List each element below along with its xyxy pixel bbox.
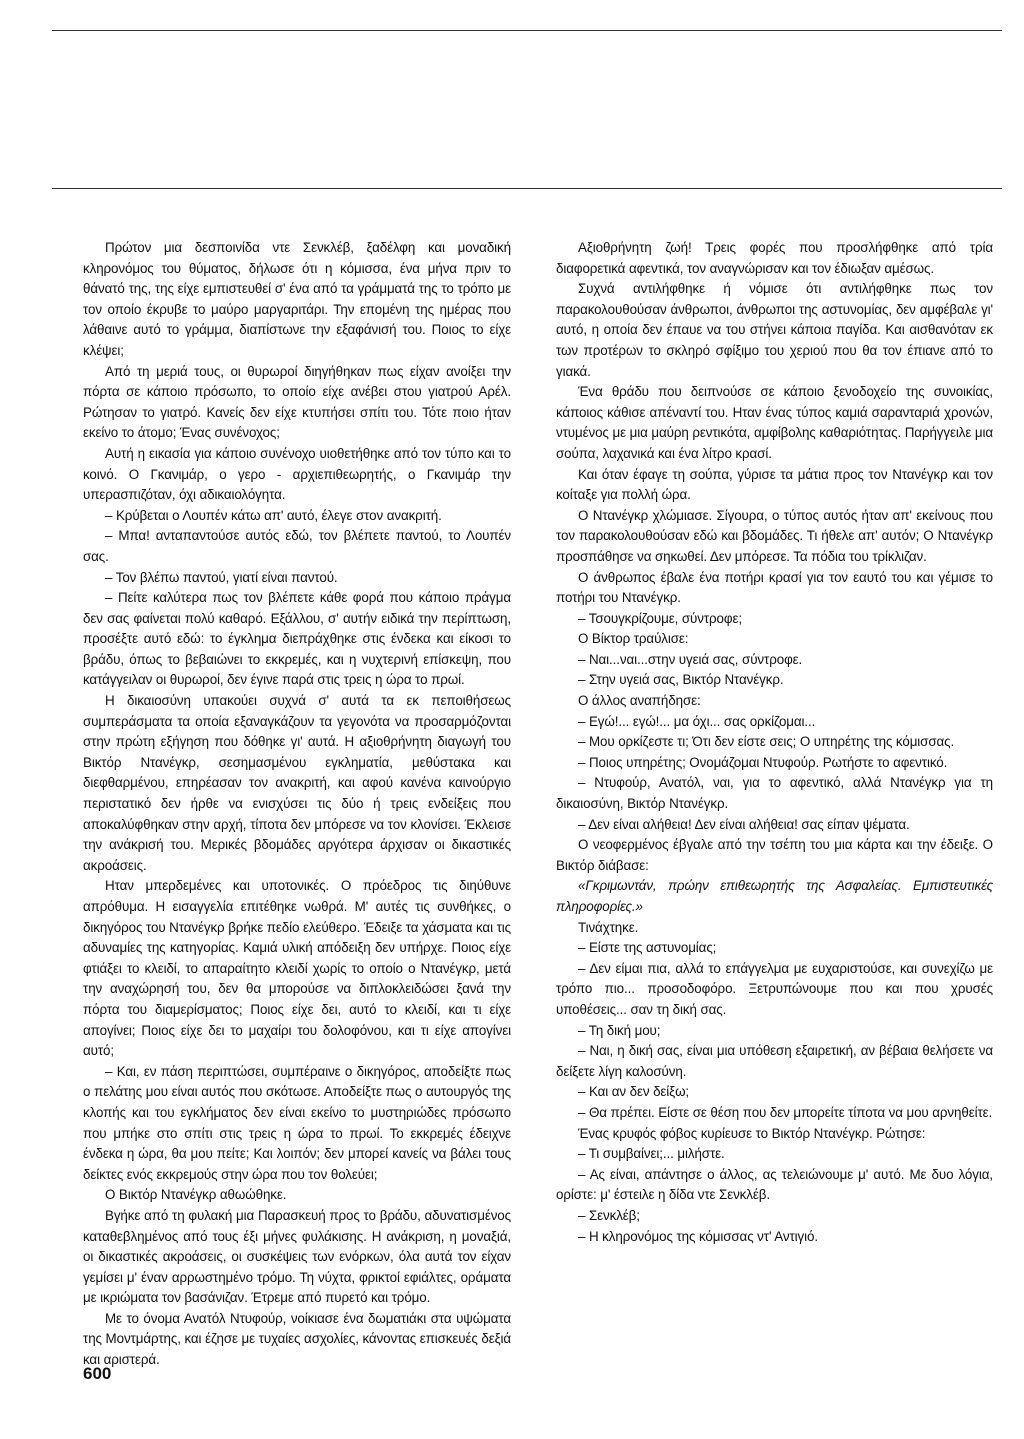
right-column — [556, 238, 993, 1247]
paragraph: Πρώτον μια δεσποινίδα ντε Σενκλέβ, ξαδέλφη και μοναδική κληρονόμος του θύματος, δήλωσε ότι η κόμισσα, ένα μήνα πριν το θάνατό της, της είχε εμπιστευθεί σ' ένα από τα γράμματά της το τρόπο με τον οποίο έκρυβε το μαύρο μαργαριτάρι. Την επομένη της ημέρας που λάθαινε αυτό το γράμμα, διαπίστωνε την εξαφάνισή του. Ποιος το είχε κλέψει; — [83, 240, 511, 358]
paragraph: – Σενκλέβ; — [578, 1207, 640, 1223]
paragraph: – Ντυφούρ, Ανατόλ, ναι, για το αφεντικό, αλλά Ντανέγκρ για τη δικαιοσύνη, Βικτόρ Ντανέγκρ. — [556, 775, 993, 812]
paragraph: – Τη δική μου; — [578, 1022, 661, 1038]
paragraph: Ένας κρυφός φόβος κυρίευσε το Βικτόρ Ντανέγκρ. Ρώτησε: — [578, 1125, 926, 1141]
paragraph: Συχνά αντιλήφθηκε ή νόμισε ότι αντιλήφθηκε πως τον παρακολουθούσαν άνθρωποι, άνθρωποι της αστυνομίας, δεν αμφέβαλε γι' αυτό, η οποία δεν έπαυε να του στήνει κάποια παγίδα. Και αισθανόταν εκ των προτέρων το σκληρό σφίξιμο του χεριού που θα τον έπιανε από το γιακά. — [556, 281, 993, 379]
paragraph: – Κρύβεται ο Λουπέν κάτω απ' αυτό, έλεγε στον ανακριτή. — [105, 507, 442, 523]
paragraph: Ο Βικτόρ Ντανέγκρ αθωώθηκε. — [105, 1187, 287, 1203]
paragraph: – Τον βλέπω παντού, γιατί είναι παντού. — [105, 569, 338, 585]
paragraph: – Και αν δεν δείξω; — [578, 1084, 690, 1100]
paragraph: Με το όνομα Ανατόλ Ντυφούρ, νοίκιασε ένα δωματιάκι στα υψώματα της Μοντμάρτης, και έζησε με τυχαίες ασχολίες, κάνοντας επισκευές δεξιά και αριστερά. — [83, 1310, 511, 1368]
paragraph: Αυτή η εικασία για κάποιο συνένοχο υιοθετήθηκε από τον τύπο και το κοινό. Ο Γκανιμάρ, ο γερο - αρχιεπιθεωρητής, ο Γκανιμάρ την υπερασπιζόταν, όχι αδικαιολόγητα. — [83, 445, 511, 503]
paragraph: – Και, εν πάση περιπτώσει, συμπέραινε ο δικηγόρος, αποδείξτε πως ο πελάτης μου είναι αυτός που σκότωσε. Αποδείξτε πως ο αυτουργός της κλοπής και του εγκλήματος δεν είναι εκείνο το μυστηριώδες πρόσωπο που μπήκε στο σπίτι στις τρεις η ώρα το πρωί. Το εκκρεμές έδειχνε ένδεκα η ώρα, θα μου πείτε; Και λοιπόν; δεν μπορεί κανείς να βάλει τους δείκτες ενός εκκρεμούς στην ώρα που τον θολεύει; — [83, 1063, 511, 1182]
business-card-text — [556, 876, 993, 917]
paragraph: Ο νεοφερμένος έβγαλε από την τσέπη του μια κάρτα και την έδειξε. Ο Βικτόρ διάβασε: — [556, 837, 993, 873]
paragraph: Τινάχτηκε. — [578, 919, 639, 935]
paragraph: – Δεν είναι αλήθεια! Δεν είναι αλήθεια! σας είπαν ψέματα. — [578, 816, 910, 832]
paragraph: – Μπα! ανταπαντούσε αυτός εδώ, τον βλέπετε παντού, το Λουπέν σας. — [83, 528, 511, 564]
paragraph: Η δικαιοσύνη υπακούει συχνά σ' αυτά τα εκ πεποιθήσεως συμπεράσματα τα οποία εξαναγκάζουν τα γεγονότα να προσαρμόζονται στην πρώτη εξήγηση που δόθηκε γι' αυτά. Η αξιοθρήνητη διαγωγή του Βικτόρ Ντανέγκρ, σεσημασμένου εγκληματία, μεθύστακα και διεφθαρμένου, επηρέασαν τον ανακριτή, και αφού κανένα καινούργιο περιστατικό δεν ήρθε να ενισχύσει τις δύο ή τρεις ενδείξεις που αποκαλύφθηκαν στην αρχή, τίποτα δεν μπόρεσε να τον κλονίσει. Έκλεισε την ανάκρισή του. Μερικές βδομάδες αργότερα άρχισαν οι δικαστικές ακροάσεις. — [83, 693, 511, 873]
paragraph: – Ας είναι, απάντησε ο άλλος, ας τελειώνουμε μ' αυτό. Με δυο λόγια, ορίστε: μ' έστειλε η δίδα ντε Σενκλέβ. — [556, 1166, 993, 1203]
paragraph: – Μου ορκίζεστε τι; Ότι δεν είστε σεις; Ο υπηρέτης της κόμισσας. — [578, 734, 955, 750]
header-rule — [52, 188, 1002, 189]
paragraph: Και όταν έφαγε τη σούπα, γύρισε τα μάτια προς τον Ντανέγκρ και τον κοίταξε για πολλή ώρα. — [556, 466, 993, 503]
paragraph: – Τι συμβαίνει;... μιλήστε. — [578, 1146, 725, 1162]
paragraph: Ένα θράδυ που δειπνούσε σε κάποιο ξενοδοχείο της συνοικίας, κάποιος κάθισε απέναντί του. Ηταν ένας τύπος καμιά σαρανταριά χρονών, ντυμένος με μια μαύρη ρεντικότα, αμφίβολης καθαριότητας. Παρήγγειλε μια σούπα, λαχανικά και ένα λίτρο κρασί. — [556, 384, 993, 461]
paragraph: Βγήκε από τη φυλακή μια Παρασκευή προς το βράδυ, αδυνατισμένος καταθεβλημένος από τους έξι μήνες φυλάκισης. Η ανάκριση, η μοναξιά, οι δικαστικές ακροάσεις, οι συσκέψεις των ενόρκων, όλα αυτά τον είχαν γεμίσει μ' έναν αρρωστημένο τρόμο. Τη νύχτα, φρικτοί εφιάλτες, οράματα με ικριώματα τον βασάνιζαν. Έτρεμε από πυρετό και τρόμο. — [83, 1207, 511, 1306]
top-rule — [52, 30, 1002, 31]
paragraph: – Στην υγειά σας, Βικτόρ Ντανέγκρ. — [578, 672, 784, 688]
paragraph: – Είστε της αστυνομίας; — [578, 940, 717, 956]
paragraph: Ο Ντανέγκρ χλώμιασε. Σίγουρα, ο τύπος αυτός ήταν απ' εκείνους που τον παρακολουθούσαν εδώ και βδομάδες. Τι ήθελε απ' αυτόν; Ο Ντανέγκρ προσπάθησε να σηκωθεί. Δεν μπόρεσε. Τα πόδια του τρίκλιζαν. — [556, 507, 993, 564]
paragraph: – Ποιος υπηρέτης; Ονομάζομαι Ντυφούρ. Ρωτήστε το αφεντικό. — [578, 754, 948, 770]
paragraph: Αξιοθρήνητη ζωή! Τρεις φορές που προσλήφθηκε από τρία διαφορετικά αφεντικά, τον αναγνώρισαν και τον έδιωξαν αμέσως. — [556, 240, 993, 276]
paragraph: – Θα πρέπει. Είστε σε θέση που δεν μπορείτε τίποτα να μου αρνηθείτε. — [578, 1104, 993, 1120]
paragraph: Ο Βίκτορ τραύλισε: — [578, 631, 689, 647]
paragraph: – Η κληρονόμος της κόμισσας ντ' Αντιγιό. — [578, 1228, 818, 1244]
paragraph: Ηταν μπερδεμένες και υποτονικές. Ο πρόεδρος τις διηύθυνε απρόθυμα. Η εισαγγελία επιτέθηκε νωθρά. Μ' αυτές τις συνθήκες, ο δικηγόρος του Ντανέγκρ βρήκε πεδίο ελεύθερο. Έδειξε τα χάσματα και τις αδυναμίες της κατηγορίας. Καμιά υλική απόδειξη δεν υπήρχε. Ποιος είχε φτιάξει το κλειδί, το απαραίτητο κλειδί χωρίς το οποίο ο Ντανέγκρ, μετά την αναχώρησή του, δεν θα μπορούσε να διπλοκλειδώσει ξανά την πόρτα του διαμερίσματος; Ποιος είχε δει, αυτό το κλειδί, και τι είχε απογίνει; Ποιος είχε δει το μαχαίρι του δολοφόνου, και τι είχε απογίνει αυτό; — [83, 878, 511, 1059]
paragraph: Ο άνθρωπος έβαλε ένα ποτήρι κρασί για τον εαυτό του και γέμισε το ποτήρι του Ντανέγκρ. — [556, 569, 993, 606]
paragraph: – Ναι...ναι...στην υγειά σας, σύντροφε. — [578, 651, 803, 667]
paragraph: – Εγώ!... εγώ!... μα όχι... σας ορκίζομαι... — [578, 713, 816, 729]
paragraph: – Ναι, η δική σας, είναι μια υπόθεση εξαιρετική, αν βέβαια θελήσετε να δείξετε λίγη καλοσύνη. — [556, 1043, 993, 1079]
card-quote: «Γκριμωντάν, πρώην επιθεωρητής της Ασφαλείας. Εμπιστευτικές πληροφορίες.» — [556, 878, 993, 914]
left-column — [83, 238, 511, 1371]
paragraph: – Δεν είμαι πια, αλλά το επάγγελμα με ευχαριστούσε, και συνεχίζω με τρόπο πιο... προσοδοφόρο. Ξετρυπώνουμε που και που χρυσές υποθέσεις... σαν τη δική σας. — [556, 960, 993, 1017]
paragraph: – Πείτε καλύτερα πως τον βλέπετε κάθε φορά που κάποιο πράγμα δεν σας φαίνεται πολύ καθαρό. Εξάλλου, σ' αυτήν ειδικά την περίπτωση, προσέξτε αυτό εδώ: το έγκλημα διεπράχθηκε στις ένδεκα και είκοσι το βράδυ, όπως το βεβαιώνει το εκκρεμές, και η νυχτερινή επίσκεψη, που κατάγγειλαν οι θυρωροί, δεν έγινε παρά στις τρεις η ώρα το πρωί. — [83, 590, 511, 688]
paragraph: – Τσουγκρίζουμε, σύντροφε; — [578, 610, 742, 626]
paragraph: Ο άλλος αναπήδησε: — [578, 693, 701, 709]
paragraph: Από τη μεριά τους, οι θυρωροί διηγήθηκαν πως είχαν ανοίξει την πόρτα σε κάποιο πρόσωπο, το οποίο είχε ανέβει στου γιατρού Αρέλ. Ρώτησαν το γιατρό. Κανείς δεν είχε κτυπήσει σπίτι του. Τότε ποιο ήταν εκείνο το άτομο; Ένας συνένοχος; — [83, 363, 511, 441]
page-number: 600 — [83, 1364, 112, 1383]
